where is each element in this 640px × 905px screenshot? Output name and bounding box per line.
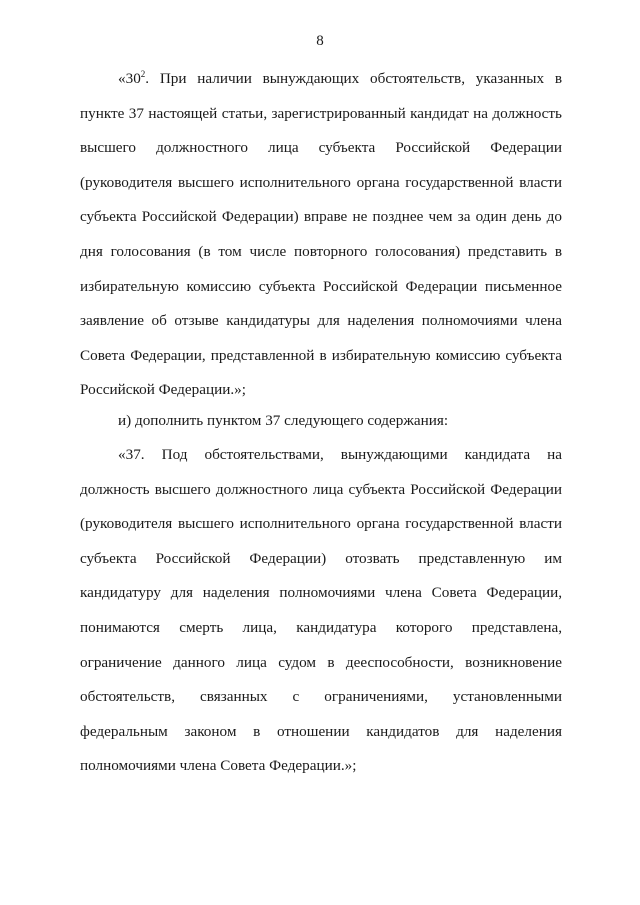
superscript-index: 2 <box>140 68 146 79</box>
paragraph-item-37: «37. Под обстоятельствами, вынуждающими кандидата на должность высшего должностного лица субъекта Российской Федерации (руководителя высшего исполнительного органа государственной власти субъекта Российской Федерации) отозвать представленную им кандидатуру для наделения полномочиями члена Совета Федерации, понимаются смерть лица, кандидатура которого представлена, ограничение данного лица судом в дееспособности, возникновение обстоятельств, связанных с ограничениями, установленными федеральным законом в отношении кандидатов для наделения полномочиями члена Совета Федерации.»; <box>80 446 562 775</box>
paragraph-text: . При наличии вынуждающих обстоятельств, указанных в пункте 37 настоящей статьи, зарегистрированный кандидат на должность высшего должностного лица субъекта Российской Федерации (руководителя высшего исполнительного органа государственной власти субъекта Российской Федерации) вправе не позднее чем за один день до дня голосования (в том числе повторного голосования) представить в избирательную комиссию субъекта Российской Федерации письменное заявление об отзыве кандидатуры для наделения полномочиями члена Совета Федерации, представленной в избирательную комиссию субъекта Российской Федерации.»; <box>80 70 562 399</box>
page-number: 8 <box>316 33 324 49</box>
paragraph-amendment-i: и) дополнить пунктом 37 следующего содержания: <box>118 412 449 429</box>
paragraph-item-30-2 <box>80 62 562 408</box>
paragraph-lead: «30 <box>118 70 141 87</box>
